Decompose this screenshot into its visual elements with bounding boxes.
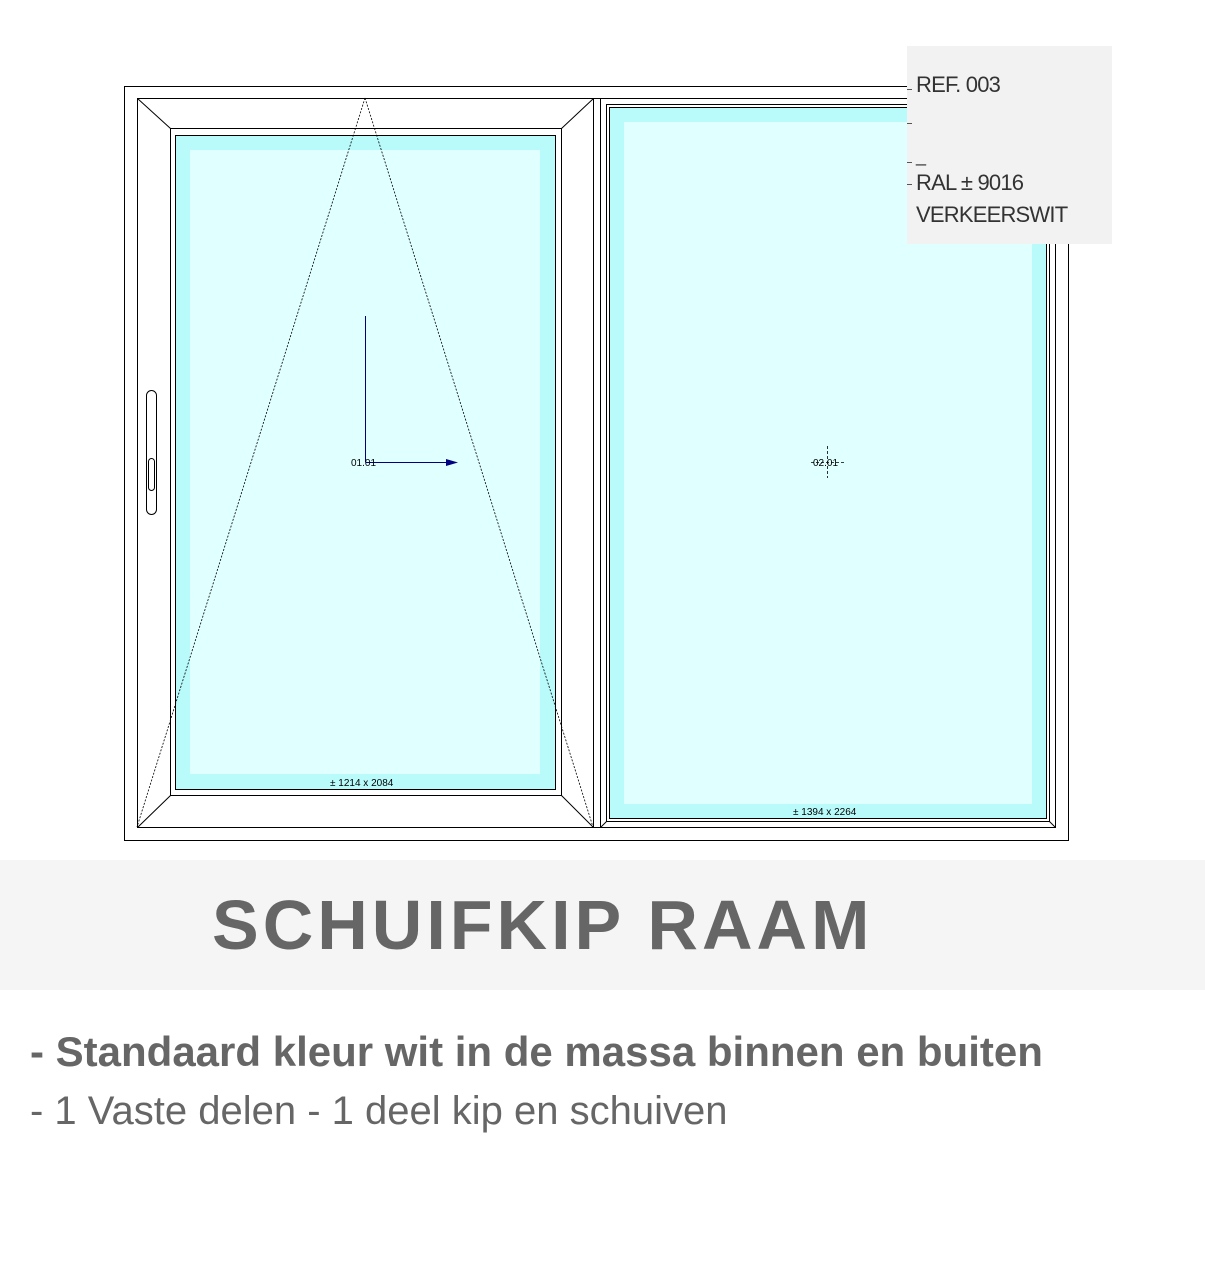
reference-dash: _ xyxy=(916,146,926,166)
ref-tick xyxy=(907,162,912,163)
reference-box xyxy=(907,46,1112,244)
right-panel-id: 02.01 xyxy=(813,458,839,469)
left-panel-size: ± 1214 x 2084 xyxy=(330,778,394,789)
title-band xyxy=(0,860,1205,990)
ref-tick xyxy=(907,89,912,90)
reference-code: REF. 003 xyxy=(916,72,1001,97)
reference-ral: RAL ± 9016 xyxy=(916,170,1024,195)
left-panel-id: 01.01 xyxy=(351,458,377,469)
reference-color-name: VERKEERSWIT xyxy=(916,202,1068,227)
description-line-2: - 1 Vaste delen - 1 deel kip en schuiven xyxy=(30,1089,728,1133)
handle-icon xyxy=(147,391,157,515)
page-title: SCHUIFKIP RAAM xyxy=(212,886,874,964)
right-panel-size: ± 1394 x 2264 xyxy=(793,807,857,818)
ref-tick xyxy=(907,123,912,124)
description-line-1: - Standaard kleur wit in de massa binnen en buiten xyxy=(30,1028,1043,1075)
ref-tick xyxy=(907,184,912,185)
